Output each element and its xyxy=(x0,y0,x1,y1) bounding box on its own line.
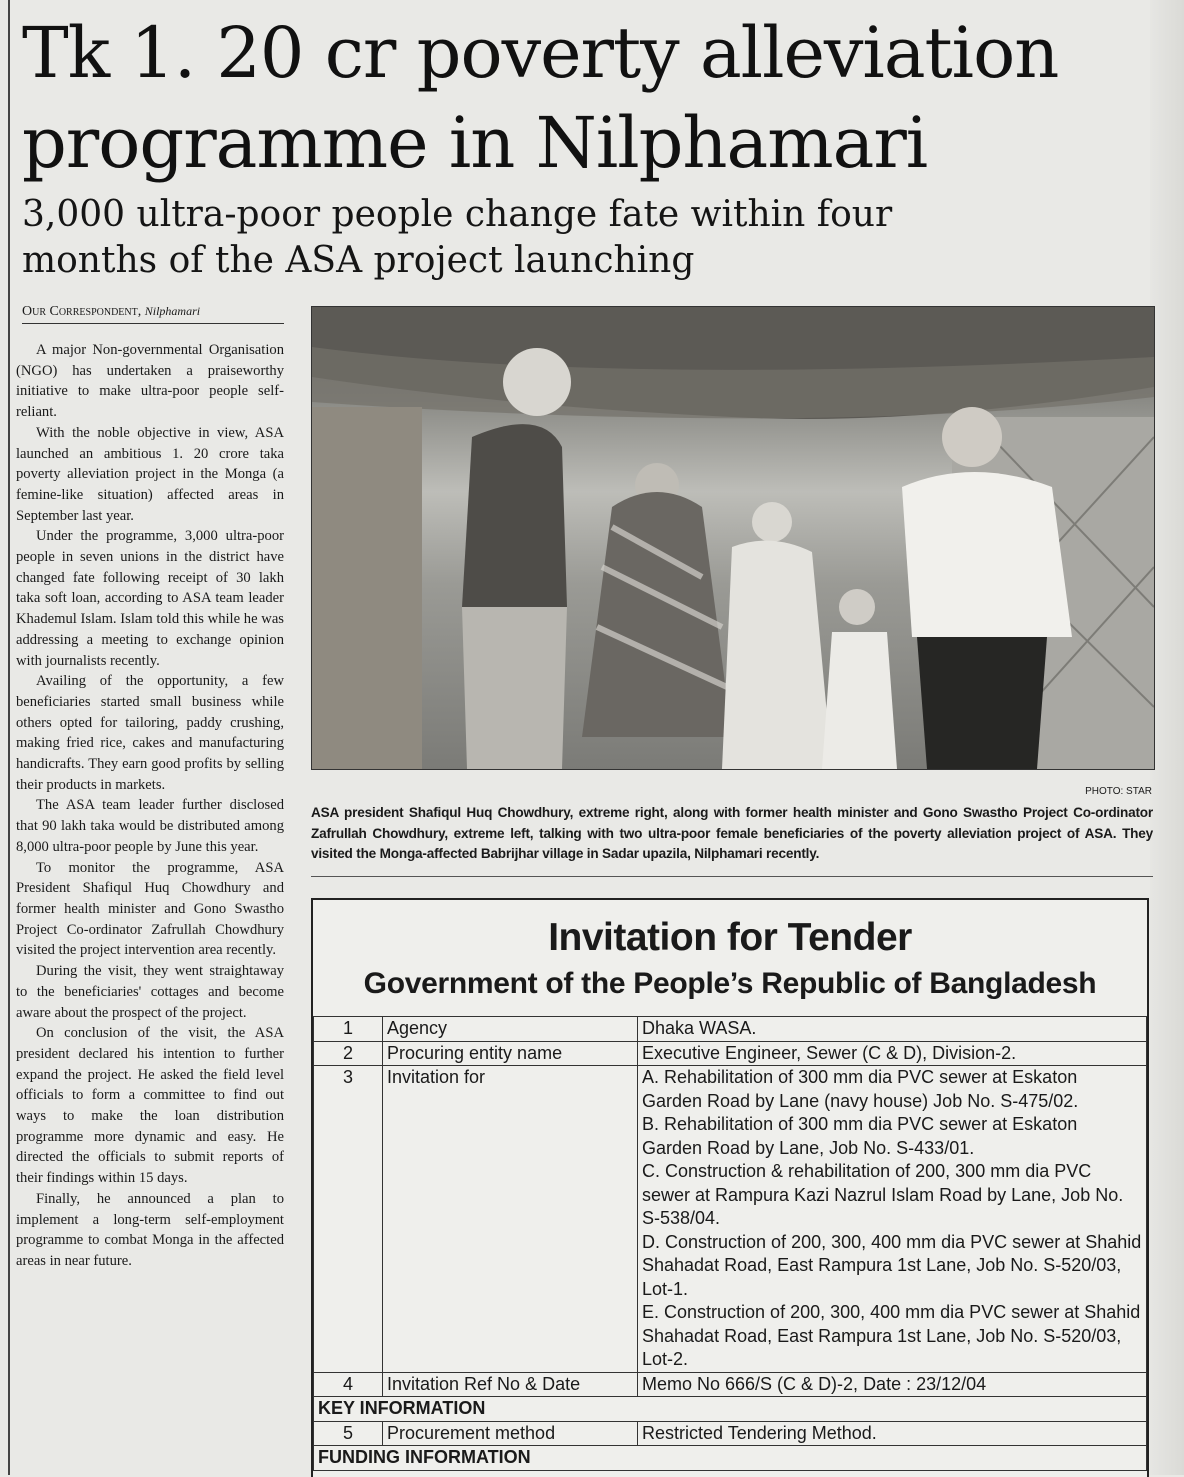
article-body xyxy=(16,340,284,1475)
row-label: Procuring entity name xyxy=(383,1041,638,1066)
row-number: 2 xyxy=(314,1041,383,1066)
table-row xyxy=(314,1017,1147,1042)
byline xyxy=(22,304,284,324)
news-photo xyxy=(311,306,1155,770)
caption-divider xyxy=(311,876,1153,877)
row-label: Agency xyxy=(383,1017,638,1042)
section-key-information: KEY INFORMATION xyxy=(314,1397,1147,1422)
row-value: Executive Engineer, Sewer (C & D), Division-2. xyxy=(638,1041,1147,1066)
tender-item: A. Rehabilitation of 300 mm dia PVC sewer at Eskaton Garden Road by Lane (navy house) Job No. S-475/02. xyxy=(642,1067,1079,1111)
row-value: Dhaka WASA. xyxy=(638,1017,1147,1042)
person-right-trousers xyxy=(917,637,1047,769)
person-right-head xyxy=(942,407,1002,467)
paragraph: During the visit, they went straightaway to the beneficiaries' cottages and become aware about the prospect of the project. xyxy=(16,963,284,1021)
child-head xyxy=(839,589,875,625)
tender-item: B. Rehabilitation of 300 mm dia PVC sewer at Eskaton Garden Road by Lane, Job No. S-433/01. xyxy=(642,1114,1078,1158)
subheadline xyxy=(22,192,1122,284)
tender-advertisement xyxy=(311,898,1149,1477)
photo-illustration xyxy=(312,307,1154,769)
tender-item: E. Construction of 200, 300, 400 mm dia PVC sewer at Shahid Shahadat Road, East Rampura 1st Lane, Job No. S-520/03, Lot-2. xyxy=(642,1302,1141,1369)
subheadline-line-2: months of the ASA project launching xyxy=(22,240,695,281)
woman-one-sari xyxy=(582,492,732,737)
tender-table xyxy=(313,1016,1147,1471)
byline-name: Our Correspondent, xyxy=(22,304,142,319)
table-row xyxy=(314,1066,1147,1373)
person-right-shirt xyxy=(902,472,1072,637)
paragraph: Finally, he announced a plan to implement a long-term self-employment programme to combat Monga in the affected areas in near future. xyxy=(16,1190,284,1269)
paragraph: To monitor the programme, ASA President Shafiqul Huq Chowdhury and former health minister and Gono Swastho Project Co-ordinator Zafrullah Chowdhury visited the project intervention area recently. xyxy=(16,859,284,959)
photo-credit: PHOTO: STAR xyxy=(1085,786,1152,797)
headline-line-2: programme in Nilphamari xyxy=(22,102,928,184)
photo-caption: ASA president Shafiqul Huq Chowdhury, extreme right, along with former health minister and Gono Swastho Project Co-ordinator Zafrullah Chowdhury, extreme left, talking with two ultra-poor female beneficiaries of the poverty alleviation project of ASA. They visited the Monga-affected Babrijhar village in Sadar upazila, Nilphamari recently. xyxy=(311,805,1153,861)
headline-line-1: Tk 1. 20 cr poverty alleviation xyxy=(22,12,1059,94)
paragraph: A major Non-governmental Organisation (NGO) has undertaken a praiseworthy initiative to make ultra-poor people self-reliant. xyxy=(16,342,284,421)
child-dress xyxy=(822,632,897,769)
person-left-head xyxy=(503,348,571,416)
byline-place: Nilphamari xyxy=(144,304,201,318)
row-value-list xyxy=(638,1066,1147,1373)
section-row xyxy=(314,1397,1147,1422)
paragraph: On conclusion of the visit, the ASA president declared his intention to further expand the project. He asked the field level officials to form a committee to find out ways to make the loan distribution programme more dynamic and easy. He directed the officials to submit reports of their findings within 15 days. xyxy=(16,1025,284,1187)
woman-two-head xyxy=(752,502,792,542)
section-row xyxy=(314,1446,1147,1471)
row-number: 4 xyxy=(314,1372,383,1397)
paragraph: Availing of the opportunity, a few beneficiaries started small business while others opted for tailoring, paddy crushing, making fried rice, cakes and manufacturing handicrafts. They earn good profits by selling their products in markets. xyxy=(16,673,284,793)
paragraph: Under the programme, 3,000 ultra-poor people in seven unions in the district have changed fate following receipt of 30 lakh taka soft loan, according to ASA team leader Khademul Islam. Islam told this while he was addressing a meeting to exchange opinion with journalists recently. xyxy=(16,528,284,669)
adjacent-page-edge xyxy=(1150,0,1184,1475)
person-left-trousers xyxy=(462,607,567,769)
row-value: Restricted Tendering Method. xyxy=(638,1421,1147,1446)
row-value: Memo No 666/S (C & D)-2, Date : 23/12/04 xyxy=(638,1372,1147,1397)
tender-title: Invitation for Tender xyxy=(548,916,912,959)
tender-item: D. Construction of 200, 300, 400 mm dia PVC sewer at Shahid Shahadat Road, East Rampura 1st Lane, Job No. S-520/03, Lot-1. xyxy=(642,1231,1142,1299)
row-label: Invitation Ref No & Date xyxy=(383,1372,638,1397)
row-label: Procurement method xyxy=(383,1421,638,1446)
subheadline-line-1: 3,000 ultra-poor people change fate within four xyxy=(22,194,893,235)
headline xyxy=(22,8,1142,188)
row-label: Invitation for xyxy=(383,1066,638,1373)
table-row xyxy=(314,1041,1147,1066)
row-number: 5 xyxy=(314,1421,383,1446)
row-number: 1 xyxy=(314,1017,383,1042)
paragraph: The ASA team leader further disclosed that 90 lakh taka would be distributed among 8,000 ultra-poor people by June this year. xyxy=(16,797,284,855)
column-rule xyxy=(8,0,10,1475)
table-row xyxy=(314,1421,1147,1446)
table-row xyxy=(314,1372,1147,1397)
row-number: 3 xyxy=(314,1066,383,1373)
paragraph: With the noble objective in view, ASA launched an ambitious 1. 20 crore taka poverty alleviation project in the Monga (a femine-like situation) affected areas in September last year. xyxy=(16,424,284,524)
tender-subtitle: Government of the People’s Republic of Bangladesh xyxy=(363,967,1097,1000)
tender-item: C. Construction & rehabilitation of 200, 300 mm dia PVC sewer at Rampura Kazi Nazrul Islam Road by Lane, Job No. S-538/04. xyxy=(642,1161,1124,1228)
section-funding-information: FUNDING INFORMATION xyxy=(314,1446,1147,1471)
hay-stack xyxy=(312,407,422,769)
person-left-shirt xyxy=(462,424,567,607)
woman-two-dress xyxy=(722,541,832,769)
